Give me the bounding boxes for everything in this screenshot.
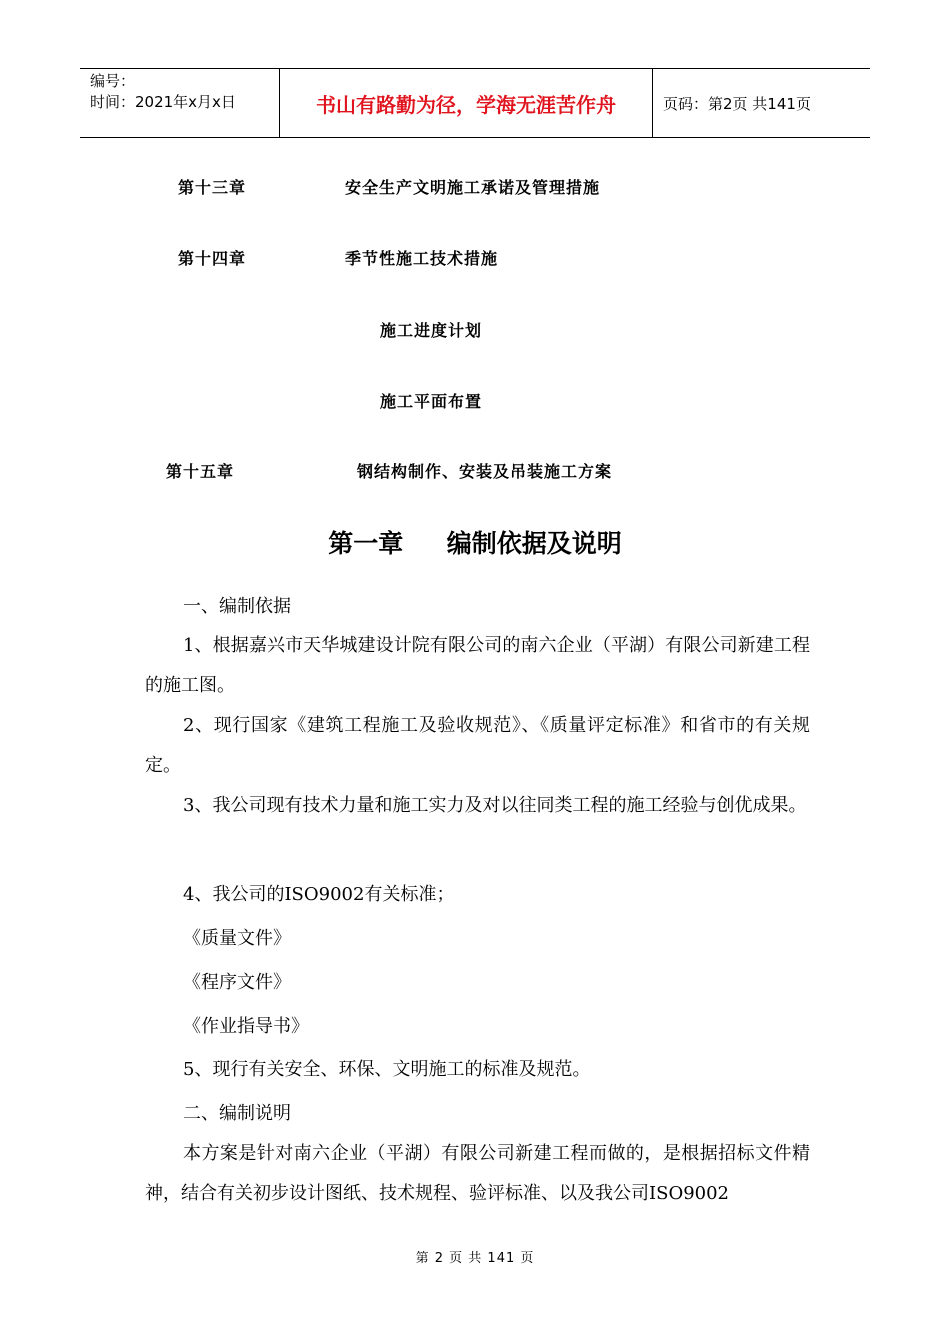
toc-chapter-15-title: 钢结构制作、安装及吊装施工方案 <box>357 462 613 481</box>
doc-instruction: 《作业指导书》 <box>183 1016 309 1037</box>
page-header <box>80 68 870 138</box>
doc-procedure: 《程序文件》 <box>183 972 291 993</box>
page-footer: 第 2 页 共 141 页 <box>415 1251 535 1266</box>
header-time-label: 时间：2021年x月x日 <box>90 93 236 111</box>
explanation-paragraph: 本方案是针对南六企业（平湖）有限公司新建工程而做的，是根据招标文件精神，结合有关初步设计图纸、技术规程、验评标准、以及我公司ISO9002 <box>145 1143 810 1204</box>
toc-chapter-14-title: 季节性施工技术措施 <box>345 249 499 268</box>
section1-heading: 一、编制依据 <box>183 596 291 617</box>
header-page-info: 页码：第2页 共141页 <box>663 94 811 113</box>
toc-layout-title: 施工平面布置 <box>380 392 483 411</box>
doc-quality: 《质量文件》 <box>183 928 291 949</box>
chapter-title: 第一章 编制依据及说明 <box>328 529 622 558</box>
item-2: 2、现行国家《建筑工程施工及验收规范》、《质量评定标准》和省市的有关规定。 <box>145 715 810 776</box>
header-meta <box>80 69 280 137</box>
toc-chapter-14-label: 第十四章 <box>178 249 247 268</box>
toc-chapter-13-title: 安全生产文明施工承诺及管理措施 <box>345 178 601 197</box>
item-1: 1、根据嘉兴市天华城建设计院有限公司的南六企业（平湖）有限公司新建工程的施工图。 <box>145 635 810 696</box>
toc-chapter-13-label: 第十三章 <box>178 178 247 197</box>
section2-heading: 二、编制说明 <box>183 1103 291 1124</box>
header-motto: 书山有路勤为径，学海无涯苦作舟 <box>280 69 653 137</box>
item-5: 5、现行有关安全、环保、文明施工的标准及规范。 <box>183 1059 591 1080</box>
header-number-label: 编号： <box>90 72 136 90</box>
item-4: 4、我公司的ISO9002有关标准； <box>183 884 455 905</box>
item-3: 3、我公司现有技术力量和施工实力及对以往同类工程的施工经验与创优成果。 <box>183 795 807 816</box>
toc-chapter-15-label: 第十五章 <box>166 462 235 481</box>
toc-schedule-title: 施工进度计划 <box>380 321 483 340</box>
